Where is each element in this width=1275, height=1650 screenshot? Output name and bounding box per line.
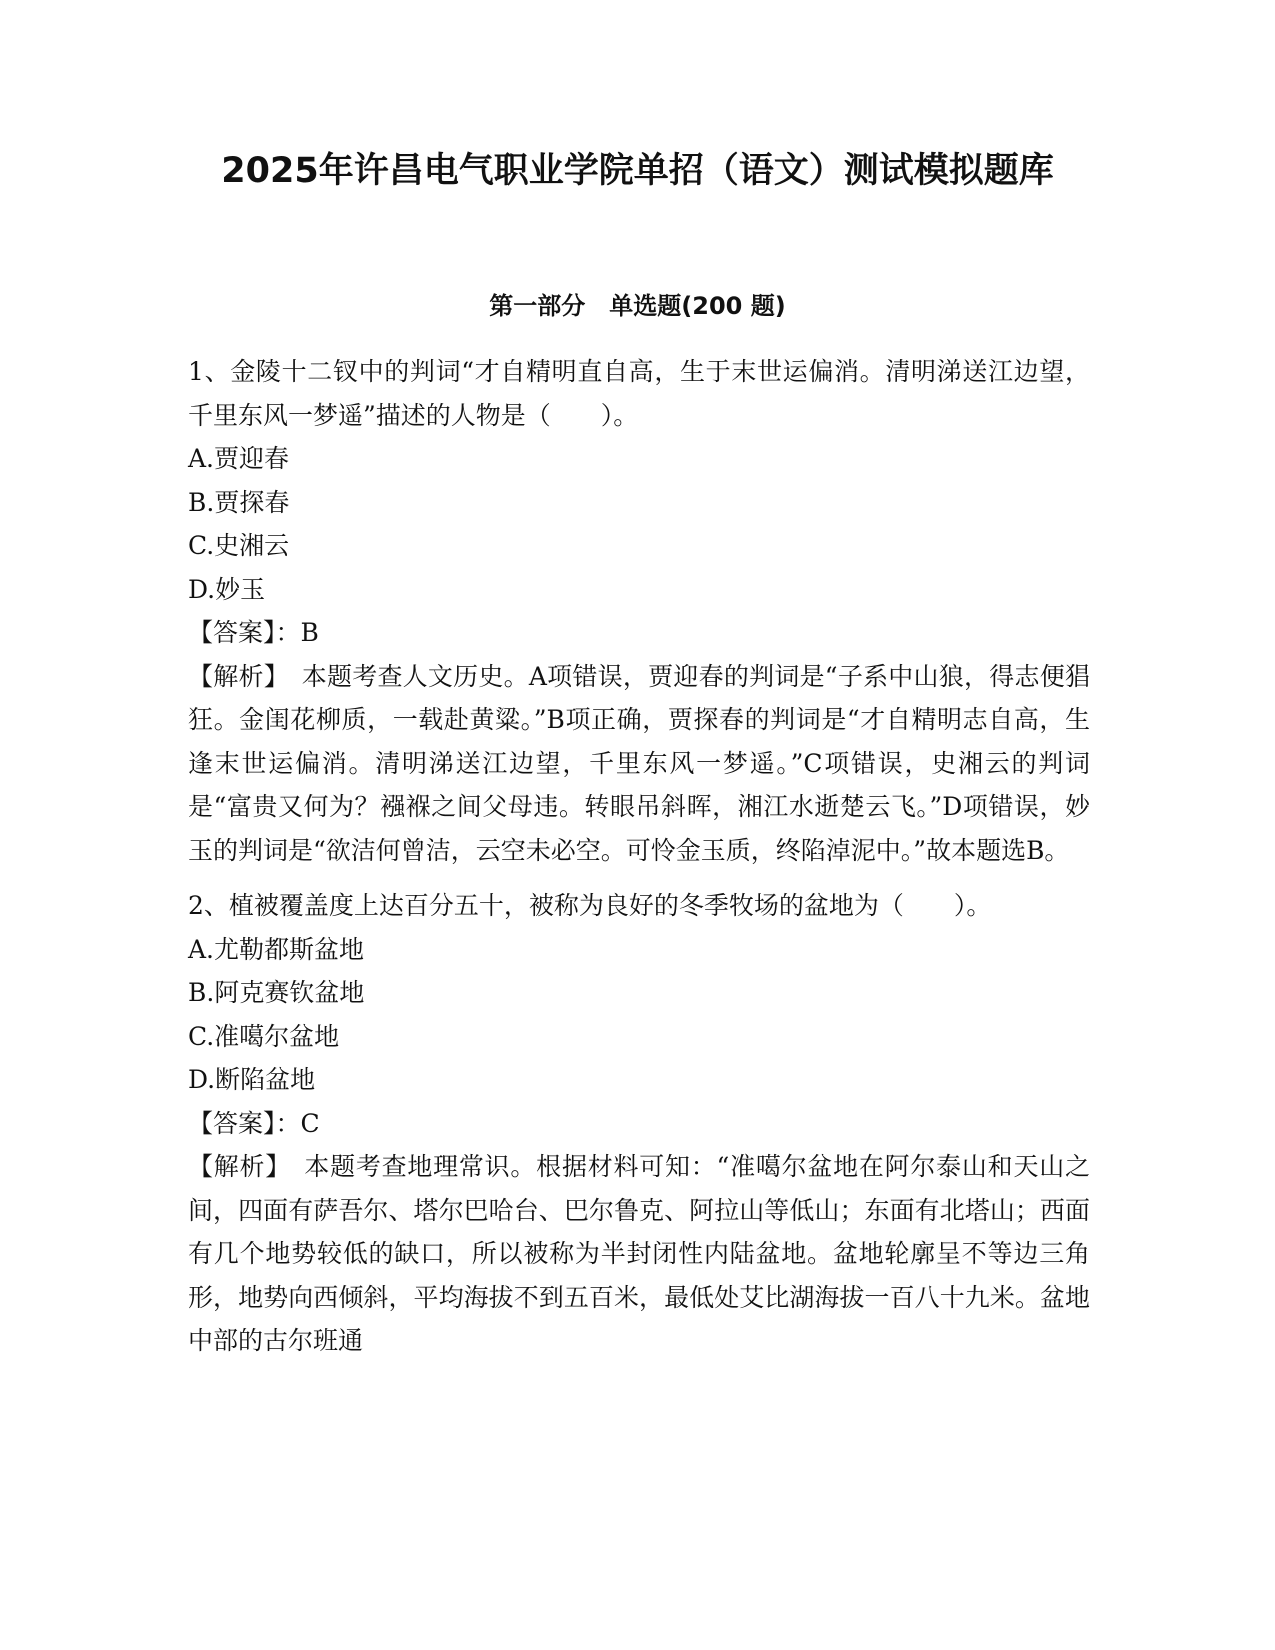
option-d: D.断陷盆地 [188, 1065, 316, 1094]
answer-line [188, 611, 1090, 655]
option-a: A.贾迎春 [188, 444, 290, 473]
answer-line [188, 1102, 1090, 1146]
question-stem: 1、金陵十二钗中的判词“才自精明直自高，生于末世运偏消。清明涕送江边望，千里东风一梦遥”描述的人物是（ ）。 [188, 357, 1090, 430]
option-d: D.妙玉 [188, 574, 266, 604]
option-b: B.阿克赛钦盆地 [188, 978, 365, 1007]
explanation-label: 【解析】 [188, 661, 277, 691]
section-heading: 第一部分 单选题(200 题) [489, 292, 786, 320]
explanation [188, 1145, 1090, 1363]
explanation-label: 【解析】 [188, 1152, 279, 1181]
option-b: B.贾探春 [188, 487, 290, 517]
question-stem: 2、植被覆盖度上达百分五十，被称为良好的冬季牧场的盆地为（ ）。 [188, 891, 992, 920]
option-a: A.尤勒都斯盆地 [188, 934, 365, 964]
answer-label: 【答案】： [188, 1108, 301, 1138]
question-item [188, 350, 1090, 872]
question-list [188, 350, 1090, 1375]
explanation-text: 本题考查人文历史。A项错误，贾迎春的判词是“子系中山狼，得志便猖狂。金闺花柳质，一载赴黄粱。”B项正确，贾探春的判词是“才自精明志自高，生逢末世运偏消。清明涕送江边望，千里东风一梦遥。”C项错误，史湘云的判词是“富贵又何为？襁褓之间父母违。转眼吊斜晖，湘江水逝楚云飞。”D项错误，妙玉的判词是“欲洁何曾洁，云空未必空。可怜金玉质，终陷淖泥中。”故本题选B。 [188, 661, 1090, 865]
option-c: C.准噶尔盆地 [188, 1021, 340, 1051]
answer-label: 【答案】： [188, 618, 301, 647]
explanation-text: 本题考查地理常识。根据材料可知：“准噶尔盆地在阿尔泰山和天山之间，四面有萨吾尔、塔尔巴哈台、巴尔鲁克、阿拉山等低山；东面有北塔山；西面有几个地势较低的缺口，所以被称为半封闭性内陆盆地。盆地轮廓呈不等边三角形，地势向西倾斜，平均海拔不到五百米，最低处艾比湖海拔一百八十九米。盆地中部的古尔班通 [188, 1152, 1090, 1355]
question-item [188, 884, 1090, 1363]
document-title: 2025年许昌电气职业学院单招（语文）测试模拟题库 [221, 151, 1054, 191]
answer-value: B [300, 618, 319, 647]
explanation [188, 655, 1090, 873]
answer-value: C [300, 1108, 320, 1138]
option-c: C.史湘云 [188, 531, 290, 560]
